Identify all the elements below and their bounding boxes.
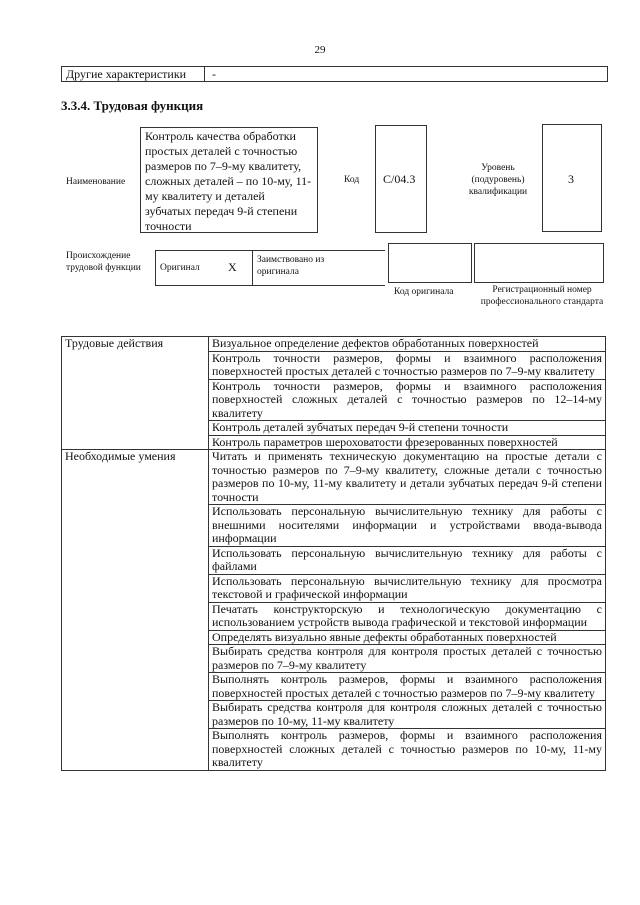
code-value: C/04.3 (383, 172, 416, 186)
code-label: Код (344, 175, 360, 185)
code-original-caption: Код оригинала (394, 287, 454, 297)
table-row (62, 337, 606, 352)
other-characteristics-label: Другие характеристики (66, 67, 187, 81)
skill-item: Использовать персональную вычислительную технику для работы с внешними носителями информации и устройствами ввода-вывода информации (209, 505, 606, 547)
labor-action-item: Контроль точности размеров, формы и взаимного расположения поверхностей простых деталей с точностью размеров по 7–9-му квалитету (209, 351, 606, 379)
table-row (62, 450, 606, 505)
labor-action-item: Контроль деталей зубчатых передач 9-й степени точности (209, 421, 606, 436)
skill-item: Печатать конструкторскую и технологическую документацию с использованием устройств вывода графической и текстовой информации (209, 602, 606, 630)
other-characteristics-row (61, 66, 608, 82)
labor-action-item: Контроль точности размеров, формы и взаимного расположения поверхностей сложных деталей с точностью размеров по 12–14-му квалитету (209, 379, 606, 421)
skills-header: Необходимые умения (62, 450, 209, 771)
cell-divider (252, 250, 253, 286)
skill-item: Определять визуально явные дефекты обработанных поверхностей (209, 630, 606, 645)
borrowed-label: Заимствовано из оригинала (257, 255, 325, 277)
skill-item: Использовать персональную вычислительную технику для просмотра текстовой и графической информации (209, 574, 606, 602)
reg-number-box (474, 243, 604, 283)
reg-number-caption: Регистрационный номер профессионального стандарта (480, 285, 604, 307)
function-details-table (61, 336, 606, 771)
level-value: 3 (568, 172, 574, 186)
section-title: 3.3.4. Трудовая функция (61, 98, 204, 113)
other-characteristics-value: - (212, 67, 216, 81)
original-mark: X (228, 260, 237, 274)
labor-action-item: Визуальное определение дефектов обработанных поверхностей (209, 337, 606, 352)
skill-item: Выполнять контроль размеров, формы и взаимного расположения поверхностей сложных деталей с точностью размеров по 10-му, 11-му квалитету (209, 729, 606, 771)
name-label: Наименование (66, 177, 126, 187)
skill-item: Читать и применять техническую документацию на простые детали с точностью размеров по 7–9-му квалитету, сложные детали с точностью размеров по 10-му, 11-му квалитету и детали зубчатых передач 9-й степени точности (209, 450, 606, 505)
labor-action-item: Контроль параметров шероховатости фрезерованных поверхностей (209, 435, 606, 450)
page-number: 29 (314, 44, 326, 56)
skill-item: Выбирать средства контроля для контроля простых деталей с точностью размеров по 7–9-му квалитету (209, 645, 606, 673)
labor-actions-header: Трудовые действия (62, 337, 209, 450)
origin-label: Происхождение трудовой функции (66, 251, 141, 273)
level-label: Уровень (подуровень) квалификации (468, 163, 528, 197)
code-original-box (388, 243, 472, 283)
cell-divider (204, 67, 205, 81)
original-label: Оригинал (160, 263, 200, 273)
skill-item: Использовать персональную вычислительную технику для работы с файлами (209, 546, 606, 574)
skill-item: Выбирать средства контроля для контроля сложных деталей с точностью размеров по 10-му, 11-му квалитету (209, 701, 606, 729)
skill-item: Выполнять контроль размеров, формы и взаимного расположения поверхностей простых деталей с точностью размеров по 7–9-му квалитету (209, 673, 606, 701)
function-name-value: Контроль качества обработки простых деталей с точностью размеров по 7–9-му квалитету, сложных деталей – по 10-му, 11-му квалитету и деталей зубчатых передач 9-й степени точности (140, 127, 318, 233)
